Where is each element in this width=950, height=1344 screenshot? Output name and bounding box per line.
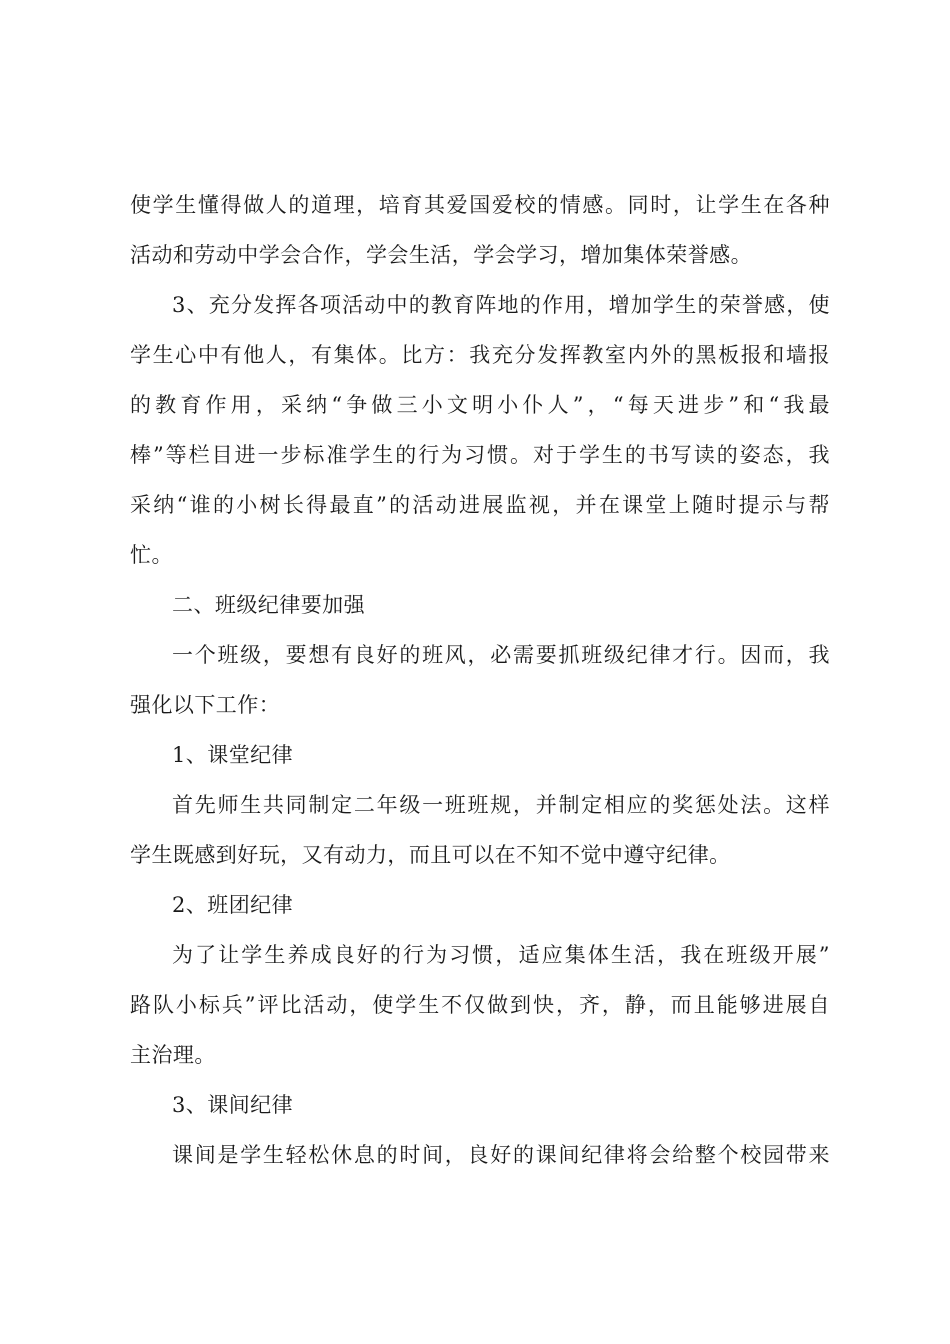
paragraph-line: 一个班级，要想有良好的班风，必需要抓班级纪律才行。因而，我 bbox=[172, 643, 830, 667]
paragraph-line: 3、充分发挥各项活动中的教育阵地的作用，增加学生的荣誉感，使 bbox=[172, 293, 830, 317]
paragraph-line: 使学生懂得做人的道理，培育其爱国爱校的情感。同时，让学生在各种 bbox=[130, 193, 830, 217]
paragraph-line: 学生既感到好玩，又有动力，而且可以在不知不觉中遵守纪律。 bbox=[130, 843, 731, 867]
paragraph-line: 主治理。 bbox=[130, 1043, 216, 1067]
paragraph-line: 活动和劳动中学会合作，学会生活，学会学习，增加集体荣誉感。 bbox=[130, 243, 753, 267]
paragraph-line: 棒”等栏目进一步标准学生的行为习惯。对于学生的书写读的姿态，我 bbox=[130, 443, 830, 467]
paragraph-line: 路队小标兵”评比活动，使学生不仅做到快，齐，静，而且能够进展自 bbox=[130, 993, 830, 1017]
paragraph-line: 学生心中有他人，有集体。比方：我充分发挥教室内外的黑板报和墙报 bbox=[130, 343, 830, 367]
paragraph-line: 课间是学生轻松休息的时间，良好的课间纪律将会给整个校园带来 bbox=[172, 1143, 830, 1167]
paragraph-line: 为了让学生养成良好的行为习惯，适应集体生活，我在班级开展” bbox=[172, 943, 830, 967]
paragraph-line: 的教育作用，采纳“争做三小文明小仆人”，“每天进步”和“我最 bbox=[130, 393, 830, 417]
paragraph-line: 首先师生共同制定二年级一班班规，并制定相应的奖惩处法。这样 bbox=[172, 793, 830, 817]
paragraph-line: 忙。 bbox=[130, 543, 173, 567]
subsection-heading: 1、课堂纪律 bbox=[172, 743, 294, 767]
paragraph-line: 强化以下工作： bbox=[130, 693, 281, 717]
section-heading: 二、班级纪律要加强 bbox=[172, 593, 366, 617]
subsection-heading: 3、课间纪律 bbox=[172, 1093, 294, 1117]
paragraph-line: 采纳“谁的小树长得最直”的活动进展监视，并在课堂上随时提示与帮 bbox=[130, 493, 830, 517]
subsection-heading: 2、班团纪律 bbox=[172, 893, 294, 917]
